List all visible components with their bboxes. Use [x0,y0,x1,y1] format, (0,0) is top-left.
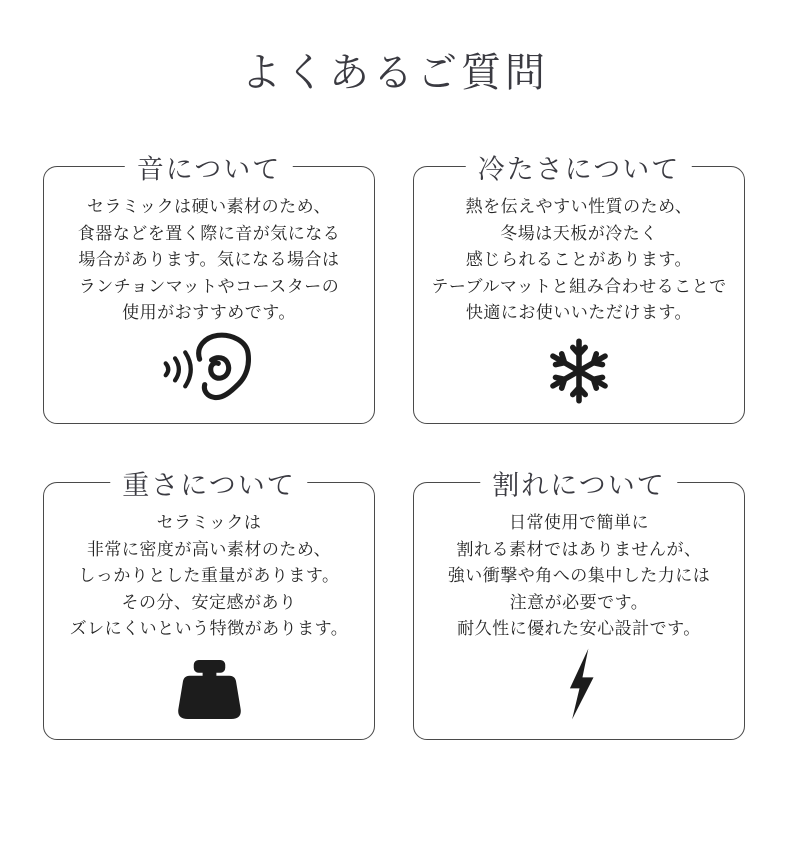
card-body-coldness [431,194,726,327]
card-title-coldness: 冷たさについて [466,148,692,187]
card-body-sound [78,194,341,327]
body-line: 強い衝撃や角への集中した力には [447,566,711,585]
body-line: 冬場は天板が冷たく [500,223,658,243]
card-title-weight: 重さについて [110,464,307,503]
card-body-weight [70,510,349,643]
body-line: その分、安定感があり [121,592,297,612]
card-title-cracking: 割れについて [480,464,677,503]
body-line: 非常に密度が高い素材のため、 [86,539,332,559]
body-line: ズレにくいという特徴があります。 [69,619,349,638]
body-line: しっかりとした重量があります。 [78,566,340,585]
body-line: 注意が必要です。 [509,592,649,612]
faq-card-cracking [413,470,745,740]
faq-card-weight [43,470,375,740]
body-line: テーブルマットと組み合わせることで [431,276,727,296]
body-line: セラミックは [156,513,262,532]
body-line: 使用がおすすめです。 [122,303,296,322]
body-line: 割れる素材ではありませんが、 [456,539,702,559]
body-line: 場合があります。気になる場合は [78,250,340,269]
body-line: 感じられることがあります。 [465,250,693,269]
faq-section [0,46,790,740]
weight-icon [178,658,241,721]
lightning-bolt-icon [564,647,595,721]
body-line: ランチョンマットやコースターの [78,276,340,296]
faq-card-sound [43,154,375,424]
body-line: 日常使用で簡単に [509,513,649,532]
page-title: よくあるご質問 [241,50,549,95]
card-title-sound: 音について [125,148,293,187]
faq-cards-grid [0,154,790,740]
body-line: 食器などを置く際に音が気になる [77,223,341,243]
body-line: セラミックは硬い素材のため、 [87,197,331,216]
ear-with-sound-waves-icon [158,332,260,405]
body-line: 耐久性に優れた安心設計です。 [457,619,701,638]
body-line: 熱を伝えやすい性質のため、 [465,197,693,216]
body-line: 快適にお使いいただけます。 [465,303,693,322]
snowflake-icon [548,337,610,405]
card-body-cracking [448,510,711,643]
faq-card-coldness [413,154,745,424]
